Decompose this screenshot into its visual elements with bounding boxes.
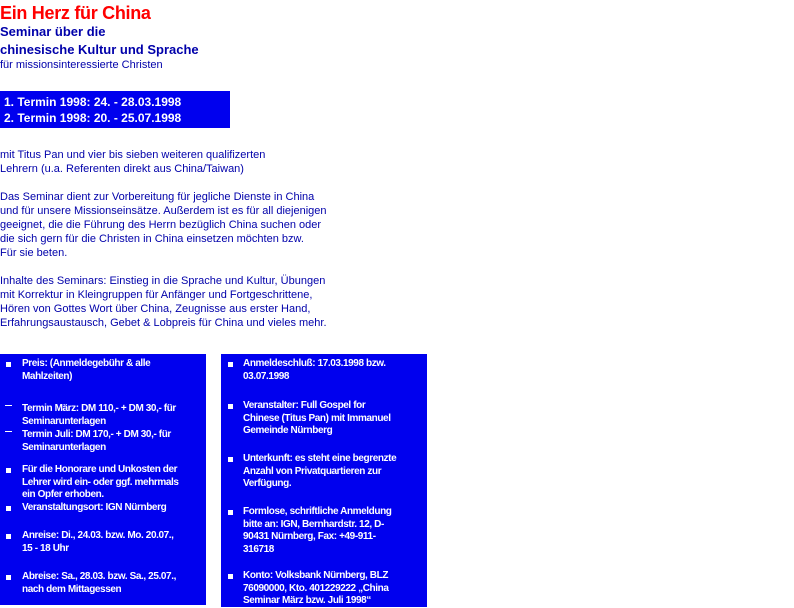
text-line: 76090000, Kto. 401229222 „China [243, 582, 389, 594]
text-line: Anzahl von Privatquartieren zur [243, 465, 382, 477]
venue-item [22, 502, 166, 515]
text-line: Erfahrungsaustausch, Gebet & Lobpreis für China und vieles mehr. [0, 317, 327, 329]
text-line: Seminarunterlagen [22, 441, 106, 453]
text-line: Abreise: Sa., 28.03. bzw. Sa., 25.07., [22, 571, 176, 582]
text-line: geeignet, die die Führung des Herrn bezüglich China suchen oder [0, 219, 322, 231]
text-line: Termin März: DM 110,- + DM 30,- für [22, 403, 176, 414]
date-line: 1. Termin 1998: 24. - 28.03.1998 [4, 95, 182, 109]
bullet-icon [6, 362, 11, 367]
bullet-icon [228, 457, 233, 462]
bullet-icon [228, 574, 233, 579]
text-line: Verfügung. [243, 478, 292, 489]
text-line: Preis: (Anmeldegebühr & alle [22, 358, 151, 369]
text-line: Chinese (Titus Pan) mit Immanuel [243, 412, 391, 424]
dash-icon [5, 431, 12, 432]
text-line: Veranstalter: Full Gospel for [243, 400, 366, 411]
bullet-icon [6, 575, 11, 580]
deadline-item [243, 358, 386, 383]
fees-item [22, 464, 179, 502]
text-line: 03.07.1998 [243, 370, 290, 382]
tagline: für missionsinteressierte Christen [0, 59, 163, 71]
page-title: Ein Herz für China [0, 3, 151, 23]
text-line: Gemeinde Nürnberg [243, 425, 333, 436]
text-line: Hören von Gottes Wort über China, Zeugnisse aus erster Hand, [0, 303, 311, 315]
price-item [22, 358, 150, 383]
text-line: Inhalte des Seminars: Einstieg in die Sprache und Kultur, Übungen [0, 275, 326, 287]
bullet-icon [6, 506, 11, 511]
bullet-icon [6, 534, 11, 539]
text-line: Seminar März bzw. Juli 1998“ [243, 595, 371, 606]
text-line: Für die Honorare und Unkosten der [22, 464, 178, 475]
text-line: Anreise: Di., 24.03. bzw. Mo. 20.07., [22, 530, 174, 541]
account-item [243, 570, 388, 608]
text-line: die sich gern für die Christen in China einsetzen möchten bzw. [0, 233, 304, 245]
lodging-item [243, 453, 396, 491]
info-box-left [0, 354, 206, 605]
text-line: und für unsere Missionseinsätze. Außerdem ist es für all diejenigen [0, 205, 327, 217]
text-line: ein Opfer erhoben. [22, 489, 104, 500]
text-line: Lehrern (u.a. Referenten direkt aus China/Taiwan) [0, 163, 244, 175]
text-line: mit Korrektur in Kleingruppen für Anfänger und Fortgeschrittene, [0, 289, 313, 301]
text-line: Lehrer wird ein- oder ggf. mehrmals [22, 476, 179, 488]
dash-icon [5, 405, 12, 406]
text-line: Termin Juli: DM 170,- + DM 30,- für [22, 429, 171, 440]
dates-box [0, 91, 230, 128]
registration-item [243, 506, 392, 556]
text-line: Anmeldeschluß: 17.03.1998 bzw. [243, 358, 386, 369]
text-line: Unterkunft: es steht eine begrenzte [243, 453, 397, 464]
text-line: 316718 [243, 543, 274, 555]
text-line: 90431 Nürnberg, Fax: +49-911- [243, 531, 376, 542]
text-line: 15 - 18 Uhr [22, 542, 69, 554]
date-line: 2. Termin 1998: 20. - 25.07.1998 [4, 111, 182, 125]
subtitle-line-2: chinesische Kultur und Sprache [0, 42, 199, 57]
text-line: Mahlzeiten) [22, 370, 73, 382]
departure-item [22, 571, 176, 596]
bullet-icon [6, 468, 11, 473]
text-line: Für sie beten. [0, 247, 68, 259]
info-box-right [221, 354, 427, 607]
price-march-item [22, 403, 176, 428]
organizer-item [243, 400, 391, 438]
contents-paragraph [0, 274, 327, 330]
purpose-paragraph [0, 190, 327, 260]
text-line: Seminarunterlagen [22, 415, 106, 427]
arrival-item [22, 530, 174, 555]
text-line: nach dem Mittagessen [22, 583, 122, 595]
teachers-paragraph [0, 148, 265, 176]
text-line: Konto: Volksbank Nürnberg, BLZ [243, 570, 389, 581]
text-line: mit Titus Pan und vier bis sieben weiteren qualifizerten [0, 149, 266, 161]
bullet-icon [228, 362, 233, 367]
subtitle-line-1: Seminar über die [0, 24, 106, 39]
text-line: Das Seminar dient zur Vorbereitung für jegliche Dienste in China [0, 191, 315, 203]
price-july-item [22, 429, 171, 454]
text-line: Veranstaltungsort: IGN Nürnberg [22, 502, 167, 513]
bullet-icon [228, 404, 233, 409]
bullet-icon [228, 510, 233, 515]
text-line: bitte an: IGN, Bernhardstr. 12, D- [243, 518, 384, 530]
text-line: Formlose, schriftliche Anmeldung [243, 506, 392, 517]
